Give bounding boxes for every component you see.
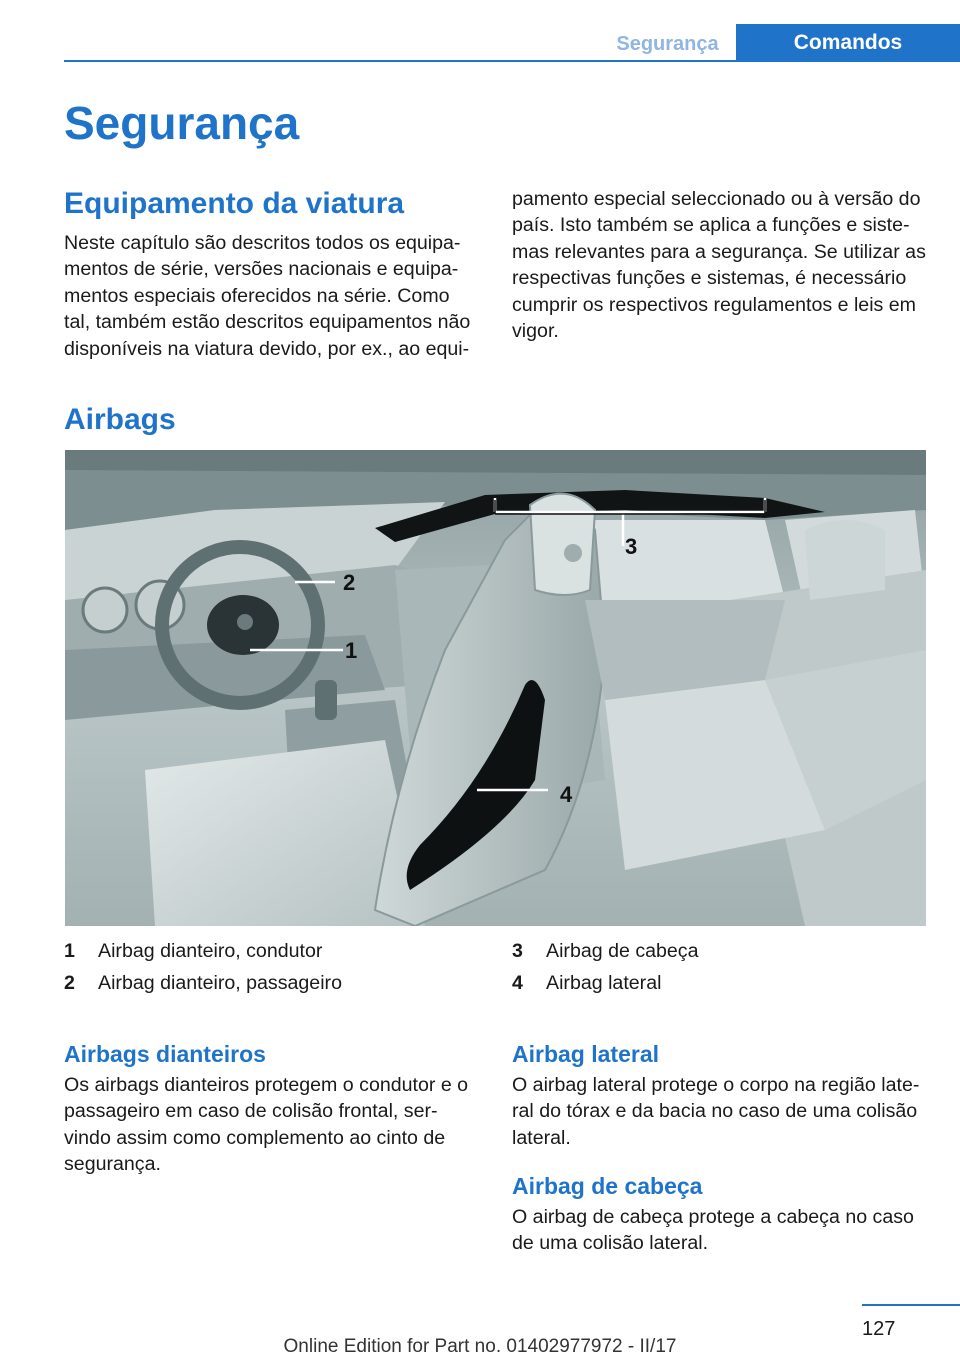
side-airbag-text: O airbag lateral protege o corpo na região late- ral do tórax e da bacia no caso de uma colisão lateral.	[512, 1074, 920, 1149]
front-airbags-heading: Airbags dianteiros	[64, 1041, 266, 1067]
callout-1: 1	[345, 638, 358, 663]
header-section-tab[interactable]: Segurança	[616, 33, 719, 55]
legend-item-1: 1 Airbag dianteiro, condutor	[64, 940, 323, 962]
front-airbags-text: Os airbags dianteiros protegem o condutor e o passageiro em caso de colisão frontal, ser- vindo assim como complemento ao cinto de segurança.	[64, 1074, 469, 1176]
callout-2: 2	[343, 570, 356, 595]
legend-item-2: 2 Airbag dianteiro, passageiro	[64, 972, 342, 994]
footer-edition: Online Edition for Part no. 01402977972 - II/17	[283, 1336, 677, 1357]
page-number: 127	[862, 1318, 896, 1340]
side-airbag-heading: Airbag lateral	[512, 1041, 659, 1067]
legend-item-3: 3 Airbag de cabeça	[512, 940, 699, 962]
equipment-heading: Equipamento da viatura	[64, 187, 405, 220]
equipment-text-col1: Neste capítulo são descritos todos os equipa- mentos de série, versões nacionais e equipa- mentos especiais oferecidos na série. Como tal, também estão descritos equipamentos não disponíveis na viatura devido, por ex., ao equi-	[64, 232, 471, 360]
head-airbag-heading: Airbag de cabeça	[512, 1173, 703, 1199]
legend-item-4: 4 Airbag lateral	[512, 972, 662, 994]
callout-3: 3	[625, 534, 638, 559]
callout-4: 4	[560, 782, 573, 807]
page-title: Segurança	[64, 97, 300, 149]
car-interior-illustration	[65, 450, 926, 926]
head-airbag-text: O airbag de cabeça protege a cabeça no caso de uma colisão lateral.	[512, 1206, 914, 1255]
page-number-rule	[862, 1304, 960, 1306]
equipment-text-col2: pamento especial seleccionado ou à versão do país. Isto também se aplica a funções e siste- mas relevantes para a segurança. Se utilizar as respectivas funções e sistemas, é necessário cumprir os respectivos regulamentos e leis em vigor.	[512, 188, 926, 343]
header-current-tab[interactable]: Comandos	[736, 24, 960, 62]
header-rule	[64, 60, 960, 62]
airbags-heading: Airbags	[64, 403, 176, 436]
